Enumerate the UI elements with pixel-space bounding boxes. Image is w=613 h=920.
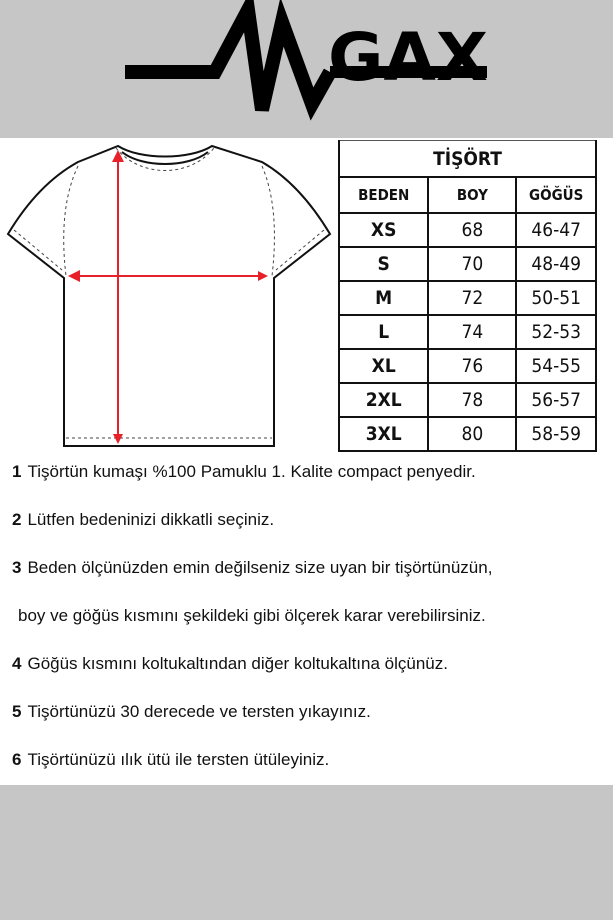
header-beden: BEDEN [339,177,428,213]
note-text: Tişörtünüzü 30 derecede ve tersten yıkayınız. [27,702,371,721]
note-text: Göğüs kısmını koltukaltından diğer koltukaltına ölçünüz. [27,654,448,673]
header-boy: BOY [428,177,516,213]
note-text: Beden ölçünüzden emin değilseniz size uyan bir tişörtünüzün, [27,558,493,577]
length-cell: 78 [428,383,516,417]
note-number: 3 [12,558,22,577]
note-number: 6 [12,750,22,769]
chest-cell: 46-47 [516,213,596,247]
chest-cell: 56-57 [516,383,596,417]
note-item [12,702,371,722]
length-cell: 68 [428,213,516,247]
note-item [12,462,476,482]
note-item [18,606,486,626]
table-row [339,247,596,281]
note-item [12,510,274,530]
size-cell: L [339,315,428,349]
size-cell: M [339,281,428,315]
tshirt-outline [8,146,330,446]
size-cell: 2XL [339,383,428,417]
table-title: TİŞÖRT [339,141,596,178]
logo-wordmark: GAX [328,19,488,96]
length-cell: 72 [428,281,516,315]
length-cell: 70 [428,247,516,281]
note-item [12,558,492,578]
chest-cell: 58-59 [516,417,596,451]
header-gogus: GÖĞÜS [516,177,596,213]
size-cell: XS [339,213,428,247]
note-number: 1 [12,462,22,481]
table-row [339,417,596,451]
note-text: Tişörtün kumaşı %100 Pamuklu 1. Kalite compact penyedir. [27,462,476,481]
length-cell: 80 [428,417,516,451]
note-text: Tişörtünüzü ılık ütü ile tersten ütüleyiniz. [27,750,330,769]
chest-cell: 48-49 [516,247,596,281]
size-cell: XL [339,349,428,383]
length-cell: 74 [428,315,516,349]
chest-cell: 50-51 [516,281,596,315]
note-number: 5 [12,702,22,721]
note-item [12,750,329,770]
size-chart-table [338,140,597,452]
table-row [339,383,596,417]
size-cell: S [339,247,428,281]
chest-cell: 52-53 [516,315,596,349]
note-text: Lütfen bedeninizi dikkatli seçiniz. [27,510,275,529]
table-row [339,315,596,349]
note-number: 4 [12,654,22,673]
length-cell: 76 [428,349,516,383]
tshirt-illustration [0,138,340,458]
table-row [339,349,596,383]
brand-logo [0,0,613,138]
table-row [339,213,596,247]
note-item [12,654,448,674]
table-row [339,281,596,315]
footer-band [0,785,613,920]
size-cell: 3XL [339,417,428,451]
header-band [0,0,613,138]
note-number: 2 [12,510,22,529]
chest-cell: 54-55 [516,349,596,383]
logo-heartbeat-line [125,10,330,110]
note-text: boy ve göğüs kısmını şekildeki gibi ölçerek karar verebilirsiniz. [18,606,486,625]
